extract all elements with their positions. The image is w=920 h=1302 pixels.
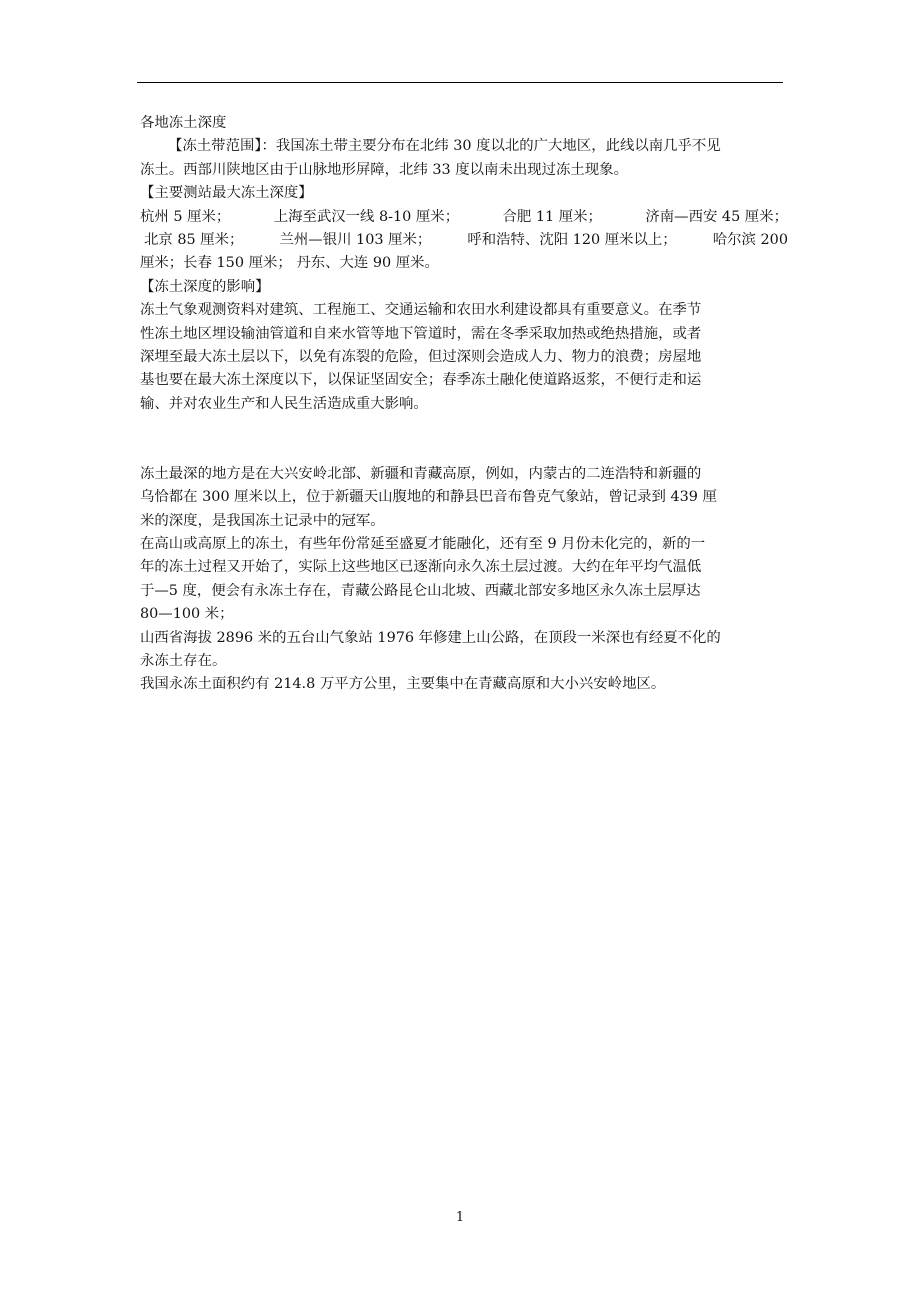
depth-item: 北京 85 厘米； — [144, 231, 244, 248]
depth-row-3: 厘米；长春 150 厘米； 丹东、大连 90 厘米。 — [140, 255, 439, 272]
deepest-line-1: 冻土最深的地方是在大兴安岭北部、新疆和青藏高原，例如，内蒙古的二连浩特和新疆的 — [140, 465, 702, 482]
wutai-line-1: 山西省海拔 2896 米的五台山气象站 1976 年修建上山公路，在顶段一米深也有经夏不化的 — [140, 629, 721, 646]
deepest-line-2: 乌恰都在 300 厘米以上，位于新疆天山腹地的和静县巴音布鲁克气象站，曾记录到 439 厘 — [140, 489, 717, 506]
paragraph-gap — [140, 416, 788, 463]
depth-item: 兰州—银川 103 厘米； — [279, 231, 432, 248]
document-body — [140, 112, 788, 697]
depth-item: 呼和浩特、沈阳 120 厘米以上； — [467, 231, 677, 248]
range-line-1: 【冻土带范围】：我国冻土带主要分布在北纬 30 度以北的广大地区，此线以南几乎不见 — [168, 138, 721, 155]
highland-line-2: 年的冻土过程又开始了，实际上这些地区已逐渐向永久冻土层过渡。大约在年平均气温低 — [140, 559, 702, 576]
depth-row-2 — [140, 229, 788, 252]
deepest-line-3: 米的深度，是我国冻土记录中的冠军。 — [140, 512, 385, 529]
highland-line-1: 在高山或高原上的冻土，有些年份常延至盛夏才能融化，还有至 9 月份未化完的，新的一 — [140, 536, 706, 553]
impact-line-5: 输、并对农业生产和人民生活造成重大影响。 — [140, 395, 428, 412]
page-number: 1 — [455, 1210, 465, 1225]
depth-heading: 【主要测站最大冻土深度】 — [140, 185, 313, 202]
impact-heading: 【冻土深度的影响】 — [140, 278, 270, 295]
impact-line-1: 冻土气象观测资料对建筑、工程施工、交通运输和农田水利建设都具有重要意义。在季节 — [140, 302, 702, 319]
impact-line-3: 深埋至最大冻土层以下，以免有冻裂的危险，但过深则会造成人力、物力的浪费；房屋地 — [140, 348, 702, 365]
area-line: 我国永冻土面积约有 214.8 万平方公里，主要集中在青藏高原和大小兴安岭地区。 — [140, 676, 666, 693]
depth-item: 济南—西安 45 厘米； — [645, 208, 788, 225]
depth-item: 杭州 5 厘米； — [140, 208, 231, 225]
impact-line-4: 基也要在最大冻土深度以下，以保证坚固安全；春季冻土融化使道路返浆，不便行走和运 — [140, 372, 702, 389]
document-title: 各地冻土深度 — [140, 115, 227, 131]
wutai-line-2: 永冻土存在。 — [140, 653, 227, 669]
impact-line-2: 性冻土地区埋设输油管道和自来水管等地下管道时，需在冬季采取加热或绝热措施，或者 — [140, 325, 702, 342]
depth-item: 哈尔滨 200 — [712, 231, 788, 248]
depth-item: 合肥 11 厘米； — [502, 208, 602, 225]
range-line-2: 冻土。西部川陕地区由于山脉地形屏障，北纬 33 度以南未出现过冻土现象。 — [140, 161, 628, 178]
header-rule — [137, 82, 783, 83]
highland-line-3: 于—5 度，便会有永冻土存在，青藏公路昆仑山北坡、西藏北部安多地区永久冻土层厚达 — [140, 582, 701, 599]
depth-item: 上海至武汉一线 8-10 厘米； — [273, 208, 460, 225]
highland-line-4: 80—100 米； — [140, 606, 234, 623]
depth-row-1 — [140, 206, 788, 229]
